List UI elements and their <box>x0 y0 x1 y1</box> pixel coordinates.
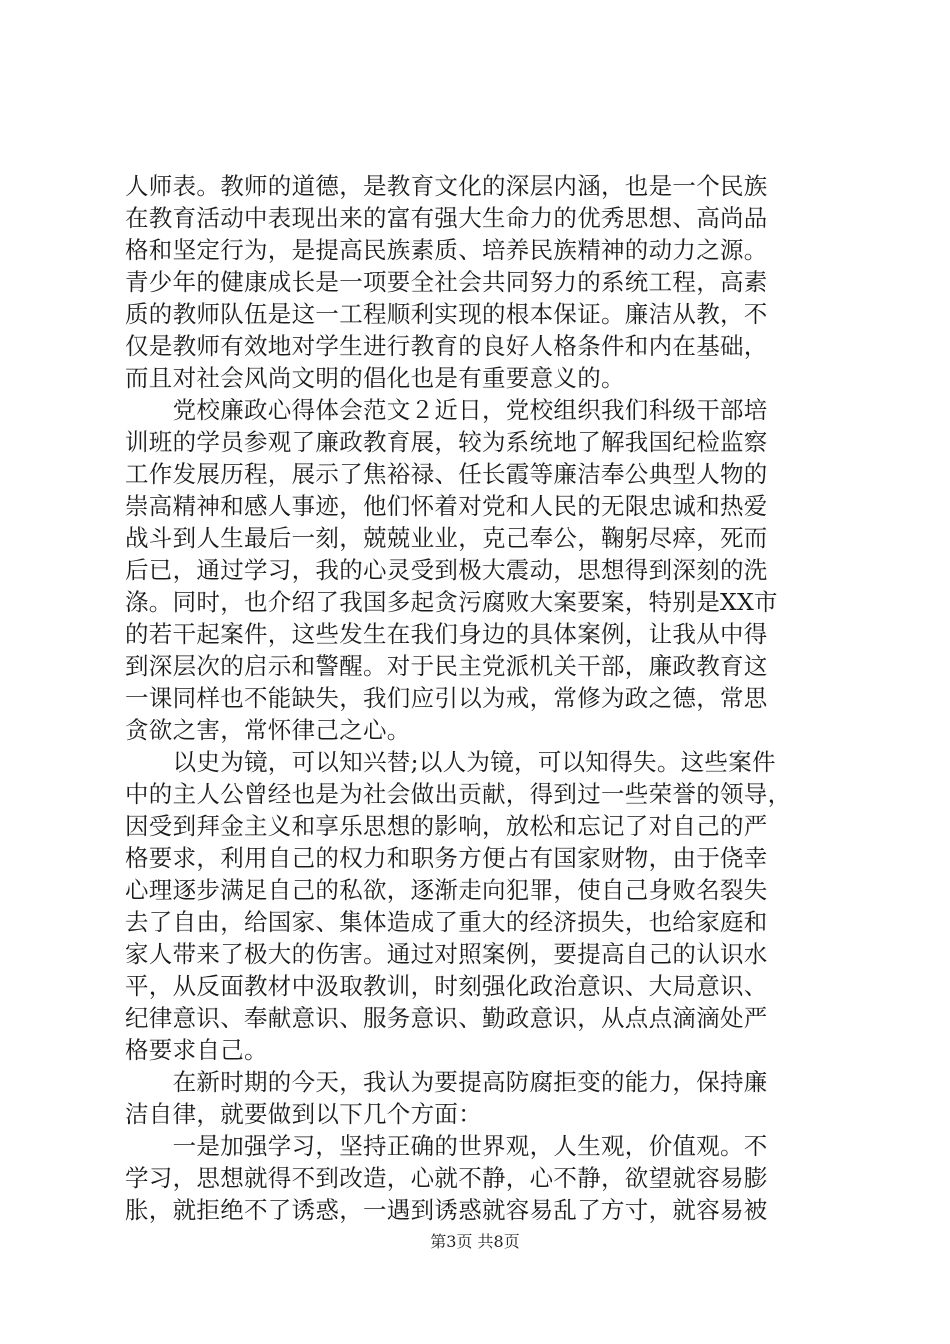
text-line: 格要求，利用自己的权力和职务方便占有国家财物，由于侥幸 <box>125 844 768 872</box>
text-line: 一课同样也不能缺失，我们应引以为戒，常修为政之德，常思 <box>125 684 768 712</box>
text-line: 党校廉政心得体会范文２近日，党校组织我们科级干部培 <box>125 396 768 424</box>
text-line: 格要求自己。 <box>125 1036 268 1064</box>
text-line: 在新时期的今天，我认为要提高防腐拒变的能力，保持廉 <box>125 1068 768 1096</box>
text-line: 战斗到人生最后一刻，兢兢业业，克己奉公，鞠躬尽瘁，死而 <box>125 524 768 552</box>
text-line: 胀，就拒绝不了诱惑，一遇到诱惑就容易乱了方寸，就容易被 <box>125 1196 768 1224</box>
text-line: 因受到拜金主义和享乐思想的影响，放松和忘记了对自己的严 <box>125 812 768 840</box>
text-line: 家人带来了极大的伤害。通过对照案例，要提高自己的认识水 <box>125 940 768 968</box>
text-line: 到深层次的启示和警醒。对于民主党派机关干部，廉政教育这 <box>125 652 768 680</box>
text-line: 在教育活动中表现出来的富有强大生命力的优秀思想、高尚品 <box>125 204 768 232</box>
body-text <box>125 170 830 1226</box>
text-line: 崇高精神和感人事迹，他们怀着对党和人民的无限忠诚和热爱 <box>125 492 768 520</box>
text-line: 仅是教师有效地对学生进行教育的良好人格条件和内在基础， <box>125 332 768 360</box>
text-line: 质的教师队伍是这一工程顺利实现的根本保证。廉洁从教，不 <box>125 300 768 328</box>
text-line: 去了自由，给国家、集体造成了重大的经济损失，也给家庭和 <box>125 908 768 936</box>
text-line: 洁自律，就要做到以下几个方面： <box>125 1100 482 1128</box>
text-line: 平，从反面教材中汲取教训，时刻强化政治意识、大局意识、 <box>125 972 768 1000</box>
text-line: 工作发展历程，展示了焦裕禄、任长霞等廉洁奉公典型人物的 <box>125 460 768 488</box>
text-line: 而且对社会风尚文明的倡化也是有重要意义的。 <box>125 364 625 392</box>
text-line: 一是加强学习，坚持正确的世界观，人生观，价值观。不 <box>125 1132 768 1160</box>
text-line: 贪欲之害，常怀律己之心。 <box>125 716 411 744</box>
text-line: 以史为镜，可以知兴替;以人为镜，可以知得失。这些案件 <box>125 748 776 776</box>
text-line: 学习，思想就得不到改造，心就不静，心不静，欲望就容易膨 <box>125 1164 768 1192</box>
text-line: 格和坚定行为，是提高民族素质、培养民族精神的动力之源。 <box>125 236 768 264</box>
text-line: 后已，通过学习，我的心灵受到极大震动，思想得到深刻的洗 <box>125 556 768 584</box>
text-line: 人师表。教师的道德，是教育文化的深层内涵，也是一个民族 <box>125 172 768 200</box>
text-line: 纪律意识、奉献意识、服务意识、勤政意识，从点点滴滴处严 <box>125 1004 768 1032</box>
text-line: 中的主人公曾经也是为社会做出贡献，得到过一些荣誉的领导， <box>125 780 792 808</box>
text-line: 青少年的健康成长是一项要全社会共同努力的系统工程，高素 <box>125 268 768 296</box>
page-number-footer: 第3页 共8页 <box>430 1232 520 1251</box>
text-line: 涤。同时，也介绍了我国多起贪污腐败大案要案，特别是XX市 <box>125 588 778 616</box>
text-line: 的若干起案件，这些发生在我们身边的具体案例，让我从中得 <box>125 620 768 648</box>
text-line: 心理逐步满足自己的私欲，逐渐走向犯罪，使自己身败名裂失 <box>125 876 768 904</box>
text-line: 训班的学员参观了廉政教育展，较为系统地了解我国纪检监察 <box>125 428 768 456</box>
